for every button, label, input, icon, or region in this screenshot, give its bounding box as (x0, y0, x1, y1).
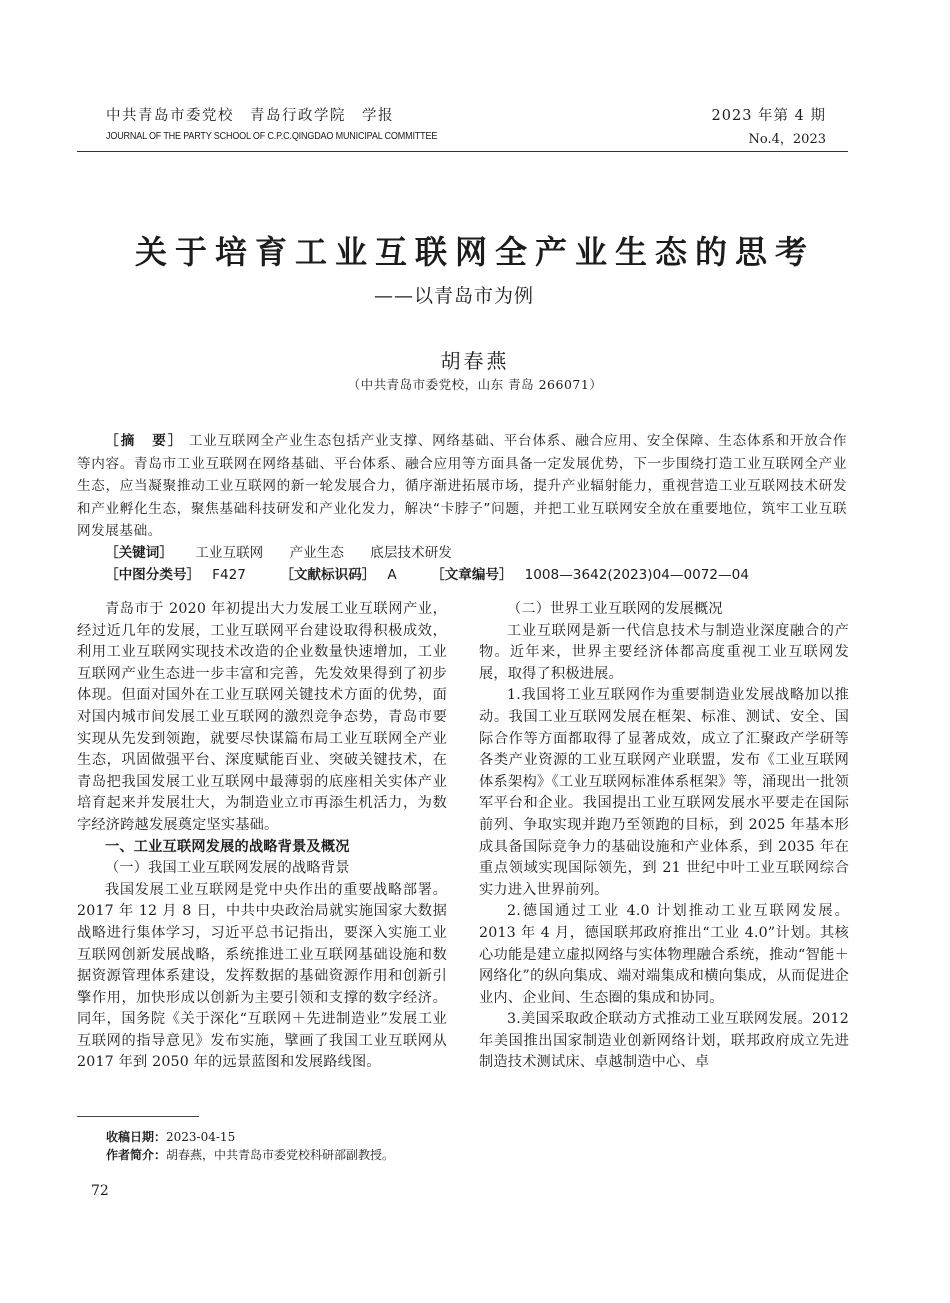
article-subtitle: ——以青岛市为例 (374, 285, 535, 307)
author-bio-label: 作者简介： (106, 1148, 167, 1162)
body-left-column (77, 599, 447, 1074)
keyword-item: 底层技术研发 (370, 545, 452, 561)
section-heading: 一、工业互联网发展的战略背景及概况 (105, 838, 350, 855)
footnote-author (106, 1146, 394, 1163)
received-label: 收稿日期： (106, 1130, 167, 1144)
body-paragraph: 青岛市于 2020 年初提出大力发展工业互联网产业，经过近几年的发展，工业互联网平台建设取得积极成效，利用工业互联网实现技术改造的企业数量快速增加，工业互联网产业生态进一步丰富和完善，先发效果得到了初步体现。但面对国外在工业互联网关键技术方面的优势，面对国内城市间发展工业互联网的激烈竞争态势，青岛市要实现从先发到领跑，就要尽快谋篇布局工业互联网全产业生态，巩固做强平台、深度赋能百业、突破关键技术，在青岛把我国发展工业互联网中最薄弱的底座相关实体产业培育起来并发展壮大，为制造业立市再添生机活力，为数字经济跨越发展奠定坚实基础。 (77, 601, 447, 833)
subsection-heading: （二）世界工业互联网的发展概况 (507, 601, 723, 617)
subsection-heading: （一）我国工业互联网发展的战略背景 (105, 860, 350, 877)
body-paragraph: 1.我国将工业互联网作为重要制造业发展战略加以推动。我国工业互联网发展在框架、标准、测试、安全、国际合作等方面都取得了显著成效，成立了汇聚政产学研等各类产业资源的工业互联网产业联盟，发布《工业互联网体系架构》《工业互联网标准体系框架》等，涌现出一批领军平台和企业。我国提出工业互联网发展水平要走在国际前列、争取实现并跑乃至领跑的目标，到 2025 年基本形成具备国际竞争力的基础设施和产业体系，到 2035 年在重点领域实现国际领先，到 21 世纪中叶工业互联网综合实力进入世界前列。 (479, 687, 849, 898)
issue-en: No.4，2023 (748, 132, 826, 147)
abstract-label: ［摘 要］ (105, 433, 184, 449)
keyword-item: 工业互联网 (195, 545, 264, 561)
keywords (105, 541, 474, 561)
body-paragraph: 工业互联网是新一代信息技术与制造业深度融合的产物。近年来，世界主要经济体都高度重视工业互联网发展，取得了积极进展。 (479, 622, 849, 682)
header-rule (77, 151, 848, 152)
article-title: 关于培育工业互联网全产业生态的思考 (134, 233, 815, 271)
keyword-item: 产业生态 (289, 545, 344, 561)
author-name: 胡春燕 (440, 349, 510, 373)
journal-title-cn: 中共青岛市委党校 青岛行政学院 学报 (106, 108, 394, 124)
author-bio-value: 胡春燕，中共青岛市委党校科研部副教授。 (166, 1148, 395, 1162)
footnote-received (106, 1128, 235, 1145)
abstract-text: 工业互联网全产业生态包括产业支撑、网络基础、平台体系、融合应用、安全保障、生态体系和开放合作等内容。青岛市工业互联网在网络基础、平台体系、融合应用等方面具备一定发展优势，下一步围绕打造工业互联网全产业生态，应当凝聚推动工业互联网的新一轮发展合力，循序渐进拓展市场，提升产业辐射能力，重视营造工业互联网技术研发和产业孵化生态，聚焦基础科技研发和产业化发力，解决“卡脖子”问题，并把工业互联网安全放在重要地位，筑牢工业互联网发展基础。 (77, 433, 848, 539)
article-id-label: ［文章编号］ (431, 567, 513, 583)
article-id-value: 1008—3642(2023)04—0072—04 (524, 567, 749, 583)
journal-title-en: JOURNAL OF THE PARTY SCHOOL OF C.P.C.QINGDAO MUNICIPAL COMMITTEE (106, 130, 438, 142)
classification-line (105, 563, 749, 583)
clc-value: F427 (212, 567, 246, 583)
clc-label: ［中图分类号］ (105, 567, 201, 583)
body-paragraph: 我国发展工业互联网是党中央作出的重要战略部署。2017 年 12 月 8 日，中共中央政治局就实施国家大数据战略进行集体学习，习近平总书记指出，要深入实施工业互联网创新发展战略，系统推进工业互联网基础设施和数据资源管理体系建设，发挥数据的基础资源作用和创新引擎作用，加快形成以创新为主要引领和支撑的数字经济。同年，国务院《关于深化“互联网＋先进制造业”发展工业互联网的指导意见》发布实施，擘画了我国工业互联网从 2017 年到 2050 年的远景蓝图和发展路线图。 (77, 881, 447, 1071)
page-number: 72 (91, 1183, 109, 1199)
doc-code-label: ［文献标识码］ (280, 567, 376, 583)
received-value: 2023-04-15 (166, 1130, 236, 1144)
issue-cn: 2023 年第 4 期 (711, 108, 826, 124)
body-paragraph: 3.美国采取政企联动方式推动工业互联网发展。2012 年美国推出国家制造业创新网络计划，联邦政府成立先进制造技术测试床、卓越制造中心、卓 (479, 1011, 849, 1071)
keywords-label: ［关键词］ (105, 545, 173, 561)
footnote-rule (77, 1116, 199, 1117)
body-paragraph: 2.德国通过工业 4.0 计划推动工业互联网发展。2013 年 4 月，德国联邦政府推出“工业 4.0”计划。其核心功能是建立虚拟网络与实体物理融合系统，推动“智能＋网络化”的纵向集成、端对端集成和横向集成，从而促进企业内、企业间、生态圈的集成和协同。 (479, 903, 849, 1006)
abstract (77, 430, 847, 543)
author-affiliation: （中共青岛市委党校，山东 青岛 266071） (347, 377, 603, 392)
doc-code-value: A (387, 567, 397, 583)
body-right-column (479, 599, 849, 1074)
